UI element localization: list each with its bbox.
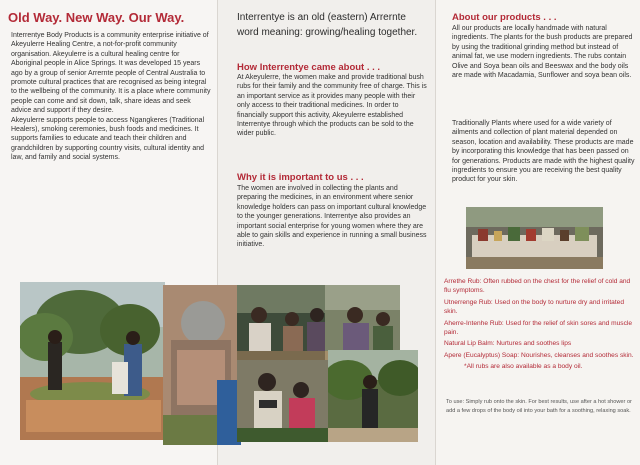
product-desc: Nurtures and soothes lips xyxy=(496,340,572,348)
product-item xyxy=(444,277,638,296)
panel-right xyxy=(436,0,640,465)
photo-women-group xyxy=(237,285,332,365)
section-heading-how: How Interrentye came about . . . xyxy=(237,62,381,73)
product-item xyxy=(444,298,638,317)
intro-text xyxy=(11,31,211,163)
section-heading-why: Why it is important to us . . . xyxy=(237,172,364,183)
usage-instructions: To use: Simply rub onto the skin. For best results, use after a hot shower or add a few drops of the body oil into your bath for a soothing, relaxing soak. xyxy=(446,399,632,414)
product-name: Natural Lip Balm: xyxy=(444,340,495,348)
intro-paragraph: Interrentye Body Products is a community enterprise initiative of Akeyulerre Healing Centre, a not-for-profit community organisation. Akeyulerre is a cultural healing centre for Aboriginal people in Alice Springs. It was developed 15 years ago by a group of senior Arrernte people of Central Australia to promote cultural practices that are recognised as being integral to the wellbeing of the community. It is a place where community people can come and sit down, talk, share ideas and seek advice and support if they desire. xyxy=(11,32,211,115)
body-oil-note: *All rubs are also available as a body oil. xyxy=(464,363,583,371)
product-desc: Used for the relief of skin sores and muscle pain. xyxy=(444,319,633,337)
intro-paragraph-2: Akeyulerre supports people to access Ngangkeres (Traditional Healers), smoking ceremonies, bush foods and medicines. It supports families to educate and teach their children and grandchildren by supporting country visits, cultural identity and law, and family and social systems. xyxy=(11,116,205,162)
photo-women-collecting xyxy=(20,282,165,440)
photo-products-display xyxy=(466,207,603,269)
product-item xyxy=(444,339,638,348)
product-desc: Often rubbed on the chest for the relief of cold and flu symptoms. xyxy=(444,278,631,295)
section-heading-products: About our products . . . xyxy=(452,12,557,23)
product-name: Utnerrenge Rub: xyxy=(444,298,493,306)
product-item xyxy=(444,319,638,338)
photo-grinding-plants xyxy=(163,285,241,445)
photo-young-women xyxy=(237,360,332,442)
product-name: Aherre-Intenhe Rub: xyxy=(444,319,504,327)
photo-woman-standing xyxy=(328,350,418,442)
section-text-how: At Akeyulerre, the women make and provide traditional bush rubs for their family and the community free of charge. This is an important service as it provides many people with their only access to their traditional medicines. In order to financially support this activity, Akeyulerre established Interrentye through which the products can be sold to the wider public. xyxy=(237,74,427,138)
product-desc: Used on the body to nurture dry and irritated skin. xyxy=(444,298,624,316)
product-name: Arrethe Rub: xyxy=(444,278,482,285)
products-list xyxy=(444,277,638,372)
products-text: All our products are locally handmade with natural ingredients. The plants for the bush products are prepared by using the traditional grinding method but instead of animal fat, we use modern ingredients. The rubs contain Olive and Soya bean oils and Beeswax and the body oils are made with Macadamia, Sunflower and soya bean oils. xyxy=(452,25,633,80)
products-text-2: Traditionally Plants where used for a wide variety of ailments and collection of plant material depended on season, location and availability. These products are made by incorporating this knowledge that has been passed on for generations. Products are made with the highest quality ingredients to ensure you are receiving the best quality product for your skin. xyxy=(452,120,635,184)
page-title: Old Way. New Way. Our Way. xyxy=(8,10,185,25)
product-name: Apere (Eucalyptus) Soap: xyxy=(444,351,520,359)
product-item xyxy=(444,351,638,360)
section-text-why: The women are involved in collecting the plants and preparing the medicines, in an environment where senior knowledge holders can pass on important cultural knowledge to the younger generations. Interrentye also provides an important social enterprise for young women where they are able to gain skills and experience in running a small business initiative. xyxy=(237,185,427,249)
product-desc: Nourishes, cleanses and soothes skin. xyxy=(520,351,634,359)
interrentye-meaning: Interrentye is an old (eastern) Arrernte word meaning: growing/healing together. xyxy=(237,12,418,38)
